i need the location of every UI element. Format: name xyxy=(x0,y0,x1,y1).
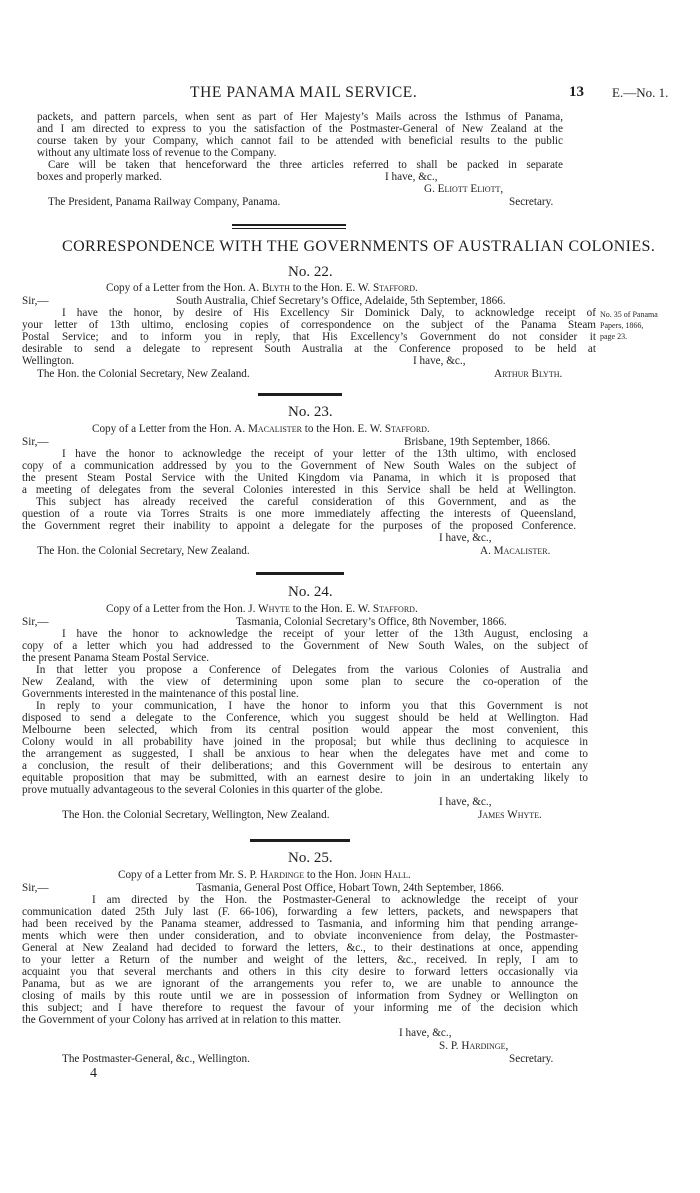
letter-25-number: No. 25. xyxy=(288,850,333,866)
letter-22-body-5: Wellington. xyxy=(22,355,75,367)
separator-rule xyxy=(256,572,344,575)
letter-25-body-4: ments which were then under consideration, and to obviate inconvenience from delay, the Postmaster- xyxy=(22,930,578,942)
letter-22-addressee: The Hon. the Colonial Secretary, New Zealand. xyxy=(37,368,250,380)
letter-23-body-3: the present Steam Postal Service with the United Kingdom via Panama, in which it is proposed that xyxy=(22,472,576,484)
letter-24-to: E. W. Stafford. xyxy=(345,603,418,615)
signature-mark: 4 xyxy=(90,1066,97,1081)
letter-24-body-7: In reply to your communication, I have the honor to inform you that this Government is not xyxy=(36,700,588,712)
letter-24-body-12: a conclusion, the result of their deliberations; and this Government will be desirous to entertain any xyxy=(22,760,588,772)
prev-letter-line-5: Care will be taken that henceforward the three articles referred to shall be packed in separate xyxy=(48,159,563,171)
letter-22-from: A. Blyth xyxy=(248,282,290,294)
letter-22-close: I have, &c., xyxy=(413,355,466,367)
letter-25-body-7: acquaint you that several merchants and others in this city desire to forward letters occasionally via xyxy=(22,966,578,978)
letter-22-body-2: your letter of 13th ultimo, enclosing copies of correspondence on the subject of the Panama Steam xyxy=(22,319,596,331)
letter-23-body-7: the Government regret their inability to appoint a delegate for the purposes of the proposed Conference. xyxy=(22,520,576,532)
letter-23-addressee: The Hon. the Colonial Secretary, New Zealand. xyxy=(37,545,250,557)
letter-25-signature: S. P. Hardinge, xyxy=(439,1040,509,1052)
prev-letter-role: Secretary. xyxy=(509,196,554,208)
letter-22-salutation: Sir,— xyxy=(22,295,49,307)
letter-24-body-2: copy of a letter which you had addressed to the Government of New South Wales, on the subject of xyxy=(22,640,588,652)
letter-24-body-5: New Zealand, with the view of determining upon some plan to secure the co-operation of the xyxy=(22,676,588,688)
letter-25-to: John Hall. xyxy=(359,869,411,881)
letter-25-body-6: to your letter a Return of the number and weight of the letters, &c., received. In reply, I am to xyxy=(22,954,578,966)
letter-22-heading xyxy=(106,282,418,294)
margin-note-line-2: Papers, 1866, xyxy=(600,321,644,330)
section-title: CORRESPONDENCE WITH THE GOVERNMENTS OF AUSTRALIAN COLONIES. xyxy=(62,238,656,255)
letter-24-heading-pre: Copy of a Letter from the Hon. xyxy=(106,603,246,615)
letter-25-body-9: closing of mails by this route until we are in possession of information from Sydney or Wellington on xyxy=(22,990,578,1002)
letter-22-number: No. 22. xyxy=(288,264,333,280)
letter-25-body-11: the Government of your Colony has arrived at in relation to this matter. xyxy=(22,1014,342,1026)
section-divider-bottom xyxy=(232,228,346,229)
letter-23-location: Brisbane, 19th September, 1866. xyxy=(404,436,551,448)
letter-24-body-6: Governments interested in the maintenance of this postal line. xyxy=(22,688,299,700)
letter-23-body-5: This subject has already received the careful consideration of this Government, and as the xyxy=(36,496,576,508)
letter-24-body-3: the present Panama Steam Postal Service. xyxy=(22,652,210,664)
letter-22-body-3: Postal Service; and to inform you in reply, that His Excellency’s Government do not consider it xyxy=(22,331,596,343)
letter-24-close: I have, &c., xyxy=(439,796,492,808)
prev-letter-line-1: packets, and pattern parcels, when sent as part of Her Majesty’s Mails across the Isthmus of Panama, xyxy=(37,111,563,123)
letter-25-location: Tasmania, General Post Office, Hobart Town, 24th September, 1866. xyxy=(196,882,504,894)
letter-24-heading xyxy=(106,603,418,615)
letter-24-number: No. 24. xyxy=(288,584,333,600)
letter-25-body-8: Panama, but as we are ignorant of the arrangements you refer to, we are unable to announce the xyxy=(22,978,578,990)
letter-24-body-11: the arrangement as suggested, I shall be anxious to hear when the delegates have met and come to xyxy=(22,748,588,760)
letter-22-body-1: I have the honor, by desire of His Excellency Sir Dominick Daly, to acknowledge receipt of xyxy=(62,307,596,319)
letter-22-location: South Australia, Chief Secretary’s Office, Adelaide, 5th September, 1866. xyxy=(176,295,506,307)
letter-23-from: A. Macalister xyxy=(234,423,302,435)
page-number: 13 xyxy=(569,84,584,100)
letter-22-to: E. W. Stafford. xyxy=(345,282,418,294)
prev-letter-addressee: The President, Panama Railway Company, Panama. xyxy=(48,196,281,208)
separator-rule xyxy=(258,393,342,396)
letter-25-body-5: General at New Zealand had decided to forward the letters, &c., to their destinations at once, appending xyxy=(22,942,578,954)
letter-23-heading-mid: to the Hon. xyxy=(304,423,355,435)
letter-23-heading-pre: Copy of a Letter from the Hon. xyxy=(92,423,232,435)
letter-23-salutation: Sir,— xyxy=(22,436,49,448)
prev-letter-close: I have, &c., xyxy=(385,171,438,183)
letter-24-body-14: prove mutually advantageous to the several Colonies in this quarter of the globe. xyxy=(22,784,383,796)
letter-23-body-2: copy of a communication addressed by you to the Government of New South Wales on the subject of xyxy=(22,460,576,472)
margin-note-line-1: No. 35 of Panama xyxy=(600,310,658,319)
letter-23-to: E. W. Stafford. xyxy=(357,423,430,435)
letter-24-location: Tasmania, Colonial Secretary’s Office, 8th November, 1866. xyxy=(236,616,507,628)
section-divider-top xyxy=(232,224,346,226)
letter-24-body-9: Melbourne been selected, which from its central position would appear the most convenient, this xyxy=(22,724,588,736)
letter-24-body-8: disposed to send a delegate to the Conference, which you suggest should be held at Wellington. Had xyxy=(22,712,588,724)
separator-rule xyxy=(250,839,350,842)
letter-24-body-10: Colony would in all probability have joined in the proposal; but while thus declining to acquiesce in xyxy=(22,736,588,748)
letter-25-body-3: had been received by the Panama steamer, addressed to Tasmania, and informing him that pending arrange- xyxy=(22,918,578,930)
letter-25-heading-pre: Copy of a Letter from Mr. xyxy=(118,869,235,881)
letter-25-addressee: The Postmaster-General, &c., Wellington. xyxy=(62,1053,250,1065)
letter-23-heading xyxy=(92,423,430,435)
letter-24-heading-mid: to the Hon. xyxy=(292,603,343,615)
prev-letter-line-3: course taken by your Company, which cannot fail to be attended with beneficial results to the public xyxy=(37,135,563,147)
paper-reference: E.—No. 1. xyxy=(612,85,669,100)
letter-25-role: Secretary. xyxy=(509,1053,554,1065)
letter-25-body-1: I am directed by the Hon. the Postmaster-General to acknowledge the receipt of your xyxy=(92,894,578,906)
margin-note-line-3: page 23. xyxy=(600,332,628,341)
letter-23-number: No. 23. xyxy=(288,404,333,420)
prev-letter-line-4: without any ultimate loss of revenue to the Company. xyxy=(37,147,277,159)
letter-22-heading-pre: Copy of a Letter from the Hon. xyxy=(106,282,246,294)
letter-24-addressee: The Hon. the Colonial Secretary, Wellington, New Zealand. xyxy=(62,809,330,821)
prev-letter-signature: G. Eliott Eliott, xyxy=(424,183,504,195)
letter-24-salutation: Sir,— xyxy=(22,616,49,628)
running-title: THE PANAMA MAIL SERVICE. xyxy=(190,84,418,101)
letter-24-body-13: equitable proposition that may be submitted, with an earnest desire to join in an undertaking likely to xyxy=(22,772,588,784)
letter-24-from: J. Whyte xyxy=(248,603,290,615)
prev-letter-line-2: and I am directed to express to you the satisfaction of the Postmaster-General of New Zealand at the xyxy=(37,123,563,135)
letter-22-signature: Arthur Blyth. xyxy=(494,368,563,380)
letter-25-body-2: communication dated 25th July last (F. 66-106), forwarding a few letters, packets, and newspapers that xyxy=(22,906,578,918)
letter-24-body-1: I have the honor to acknowledge the receipt of your letter of the 13th August, enclosing a xyxy=(62,628,588,640)
letter-23-signature: A. Macalister. xyxy=(480,545,551,557)
letter-24-body-4: In that letter you propose a Conference of Delegates from the various Colonies of Australia and xyxy=(36,664,588,676)
letter-23-body-6: question of a route via Torres Straits is one more immediately affecting the interests of Queensland, xyxy=(22,508,576,520)
letter-23-body-1: I have the honor to acknowledge the receipt of your letter of the 13th ultimo, with enclosed xyxy=(62,448,576,460)
letter-25-salutation: Sir,— xyxy=(22,882,49,894)
letter-25-heading-mid: to the Hon. xyxy=(306,869,357,881)
letter-23-close: I have, &c., xyxy=(439,532,492,544)
letter-25-from: S. P. Hardinge xyxy=(237,869,305,881)
letter-25-body-10: this subject; and I have therefore to request the favour of your informing me of the decision which xyxy=(22,1002,578,1014)
prev-letter-line-6: boxes and properly marked. xyxy=(37,171,162,183)
letter-22-heading-mid: to the Hon. xyxy=(292,282,343,294)
letter-25-heading xyxy=(118,869,411,881)
letter-24-signature: James Whyte. xyxy=(478,809,542,821)
letter-22-body-4: desirable to send a delegate to represent South Australia at the Conference proposed to be held at xyxy=(22,343,596,355)
letter-25-close: I have, &c., xyxy=(399,1027,452,1039)
letter-23-body-4: a meeting of delegates from the several Colonies interested in this Service shall be held at Wellington. xyxy=(22,484,576,496)
